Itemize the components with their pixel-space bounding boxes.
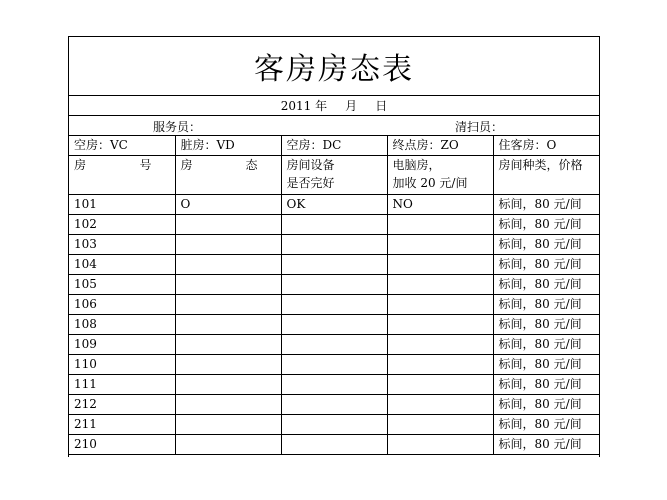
legend-cell: 住客房：O: [493, 136, 599, 156]
page-title: 客房房态表: [69, 37, 599, 96]
legend-cell: 终点房：ZO: [387, 136, 493, 156]
table-row: [69, 335, 599, 355]
type-price-cell: 标间，80 元/间: [493, 295, 599, 315]
computer-room-cell: [387, 435, 493, 455]
room-number-cell: 104: [69, 255, 175, 275]
table-row: [69, 375, 599, 395]
room-number-cell: 108: [69, 315, 175, 335]
room-number-cell: 105: [69, 275, 175, 295]
computer-room-cell: [387, 375, 493, 395]
equipment-cell: [281, 335, 387, 355]
table-row: [69, 435, 599, 455]
status-cell: [175, 235, 281, 255]
equipment-cell: OK: [281, 195, 387, 215]
equipment-cell: [281, 395, 387, 415]
status-cell: [175, 395, 281, 415]
type-price-cell: 标间，80 元/间: [493, 255, 599, 275]
header-computer-room: 电脑房， 加收 20 元/间: [387, 156, 493, 195]
computer-room-cell: [387, 235, 493, 255]
equipment-cell: [281, 295, 387, 315]
equipment-cell: [281, 375, 387, 395]
room-number-cell: 110: [69, 355, 175, 375]
type-price-cell: 标间，80 元/间: [493, 215, 599, 235]
table-row: [69, 355, 599, 375]
type-price-cell: 标间，80 元/间: [493, 275, 599, 295]
header-row: [69, 156, 599, 195]
table-row: [69, 255, 599, 275]
table-row: [69, 395, 599, 415]
equipment-cell: [281, 235, 387, 255]
table-row: [69, 295, 599, 315]
room-number-cell: 212: [69, 395, 175, 415]
computer-room-cell: [387, 275, 493, 295]
type-price-cell: 标间，80 元/间: [493, 375, 599, 395]
legend-cell: 空房：DC: [281, 136, 387, 156]
cleaner-label: 清扫员：: [455, 120, 504, 134]
status-cell: O: [175, 195, 281, 215]
header-type-price: 房间种类，价格: [493, 156, 599, 195]
room-status-sheet: [68, 36, 600, 457]
computer-room-cell: [387, 395, 493, 415]
computer-room-cell: [387, 215, 493, 235]
room-number-cell: 111: [69, 375, 175, 395]
room-number-cell: 102: [69, 215, 175, 235]
room-number-cell: 210: [69, 435, 175, 455]
status-cell: [175, 215, 281, 235]
room-number-cell: 103: [69, 235, 175, 255]
table-row: [69, 275, 599, 295]
legend-cell: 空房：VC: [69, 136, 175, 156]
type-price-cell: 标间，80 元/间: [493, 435, 599, 455]
table-row: [69, 235, 599, 255]
table-row: [69, 215, 599, 235]
table-row: [69, 315, 599, 335]
status-cell: [175, 335, 281, 355]
type-price-cell: 标间，80 元/间: [493, 315, 599, 335]
equipment-cell: [281, 255, 387, 275]
status-cell: [175, 275, 281, 295]
staff-line: [69, 116, 599, 136]
room-number-cell: 101: [69, 195, 175, 215]
equipment-cell: [281, 415, 387, 435]
attendant-label: 服务员：: [153, 120, 202, 134]
status-cell: [175, 375, 281, 395]
type-price-cell: 标间，80 元/间: [493, 335, 599, 355]
date-day: 日: [375, 99, 388, 113]
type-price-cell: 标间，80 元/间: [493, 235, 599, 255]
status-cell: [175, 355, 281, 375]
computer-room-cell: [387, 315, 493, 335]
header-equipment: 房间设备 是否完好: [281, 156, 387, 195]
type-price-cell: 标间，80 元/间: [493, 395, 599, 415]
date-year: 2011 年: [280, 99, 328, 113]
date-month: 月: [345, 99, 358, 113]
type-price-cell: 标间，80 元/间: [493, 355, 599, 375]
equipment-cell: [281, 435, 387, 455]
equipment-cell: [281, 355, 387, 375]
type-price-cell: 标间，80 元/间: [493, 195, 599, 215]
equipment-cell: [281, 215, 387, 235]
status-cell: [175, 255, 281, 275]
status-cell: [175, 415, 281, 435]
header-room-number: 房 号: [69, 156, 175, 195]
computer-room-cell: [387, 415, 493, 435]
header-status: 房 态: [175, 156, 281, 195]
type-price-cell: 标间，80 元/间: [493, 415, 599, 435]
equipment-cell: [281, 315, 387, 335]
legend-row: [69, 136, 599, 156]
equipment-cell: [281, 275, 387, 295]
computer-room-cell: NO: [387, 195, 493, 215]
room-status-table: [69, 136, 599, 455]
computer-room-cell: [387, 335, 493, 355]
room-number-cell: 109: [69, 335, 175, 355]
room-number-cell: 106: [69, 295, 175, 315]
status-cell: [175, 315, 281, 335]
date-line: [69, 96, 599, 116]
computer-room-cell: [387, 295, 493, 315]
table-row: [69, 415, 599, 435]
status-cell: [175, 295, 281, 315]
room-number-cell: 211: [69, 415, 175, 435]
table-row: [69, 195, 599, 215]
legend-cell: 脏房：VD: [175, 136, 281, 156]
status-cell: [175, 435, 281, 455]
computer-room-cell: [387, 255, 493, 275]
computer-room-cell: [387, 355, 493, 375]
